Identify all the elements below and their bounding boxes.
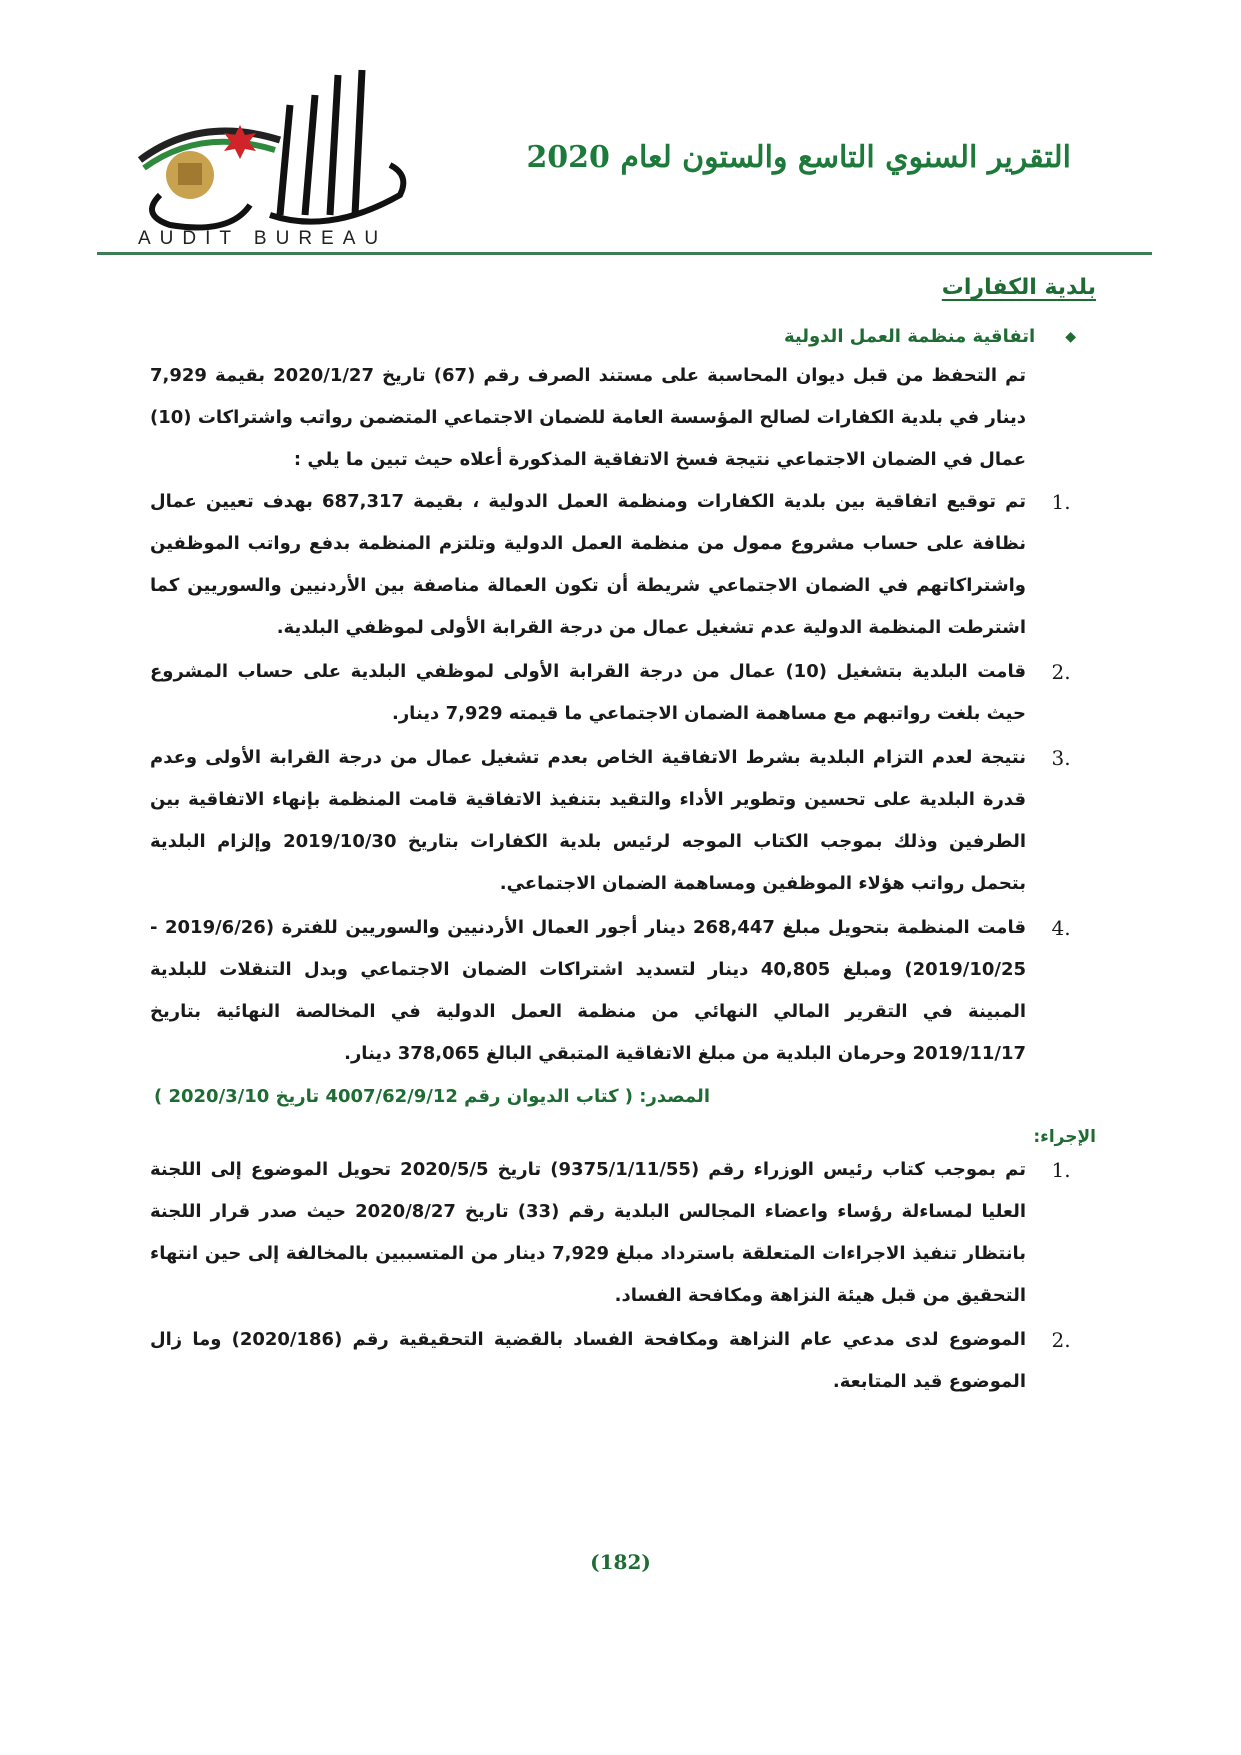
finding-item <box>150 737 1096 905</box>
item-number: .3 <box>1051 746 1071 770</box>
subheading <box>150 326 1096 347</box>
item-number: .1 <box>1051 490 1071 514</box>
findings-list <box>150 481 1096 1075</box>
finding-item <box>150 481 1096 649</box>
item-number: .2 <box>1051 660 1071 684</box>
item-text: نتيجة لعدم التزام البلدية بشرط الاتفاقية الخاص بعدم تشغيل عمال من درجة القرابة الأولى وعدم قدرة البلدية على تحسين وتطوير الأداء والتقيد بتنفيذ الاتفاقية قامت المنظمة بإنهاء الاتفاقية بين الطرفين وذلك بموجب الكتاب الموجه لرئيس بلدية الكفارات بتاريخ 2019/10/30 وإلزام البلدية بتحمل رواتب هؤلاء الموظفين ومساهمة الضمان الاجتماعي. <box>150 747 1027 894</box>
action-item <box>150 1149 1096 1317</box>
finding-item <box>150 907 1096 1075</box>
item-number: .1 <box>1051 1158 1071 1182</box>
item-text: تم بموجب كتاب رئيس الوزراء رقم (9375/1/11/55) تاريخ 2020/5/5 تحويل الموضوع إلى اللجنة العليا لمساءلة رؤساء واعضاء المجالس البلدية رقم (33) تاريخ 2020/8/27 حيث صدر قرار اللجنة بانتظار تنفيذ الاجراءات المتعلقة باسترداد مبلغ 7,929 دينار من المتسببين بالمخالفة إلى حين انتهاء التحقيق من قبل هيئة النزاهة ومكافحة الفساد. <box>150 1159 1027 1306</box>
page-number: (182) <box>590 1550 651 1574</box>
audit-bureau-logo <box>130 65 415 255</box>
section-title: بلدية الكفارات <box>941 275 1096 300</box>
item-text: قامت البلدية بتشغيل (10) عمال من درجة القرابة الأولى لموظفي البلدية على حساب المشروع حيث بلغت رواتبهم مع مساهمة الضمان الاجتماعي ما قيمته 7,929 دينار. <box>150 661 1026 724</box>
intro-paragraph: تم التحفظ من قبل ديوان المحاسبة على مستند الصرف رقم (67) تاريخ 2020/1/27 بقيمة 7,929 دينار في بلدية الكفارات لصالح المؤسسة العامة للضمان الاجتماعي المتضمن رواتب واشتراكات (10) عمال في الضمان الاجتماعي نتيجة فسخ الاتفاقية المذكورة أعلاه حيث تبين ما يلي : <box>150 365 1026 470</box>
item-text: تم توقيع اتفاقية بين بلدية الكفارات ومنظمة العمل الدولية ، بقيمة 687,317 بهدف تعيين عمال نظافة على حساب مشروع ممول من منظمة العمل الدولية وتلتزم المنظمة بدفع رواتب الموظفين واشتراكاتهم في الضمان الاجتماعي شريطة أن تكون العمالة مناصفة بين الأردنيين والسوريين كما اشترطت المنظمة الدولية عدم تشغيل عمال من درجة القرابة الأولى لموظفي البلدية. <box>150 491 1026 638</box>
item-number: .4 <box>1051 916 1071 940</box>
action-item <box>150 1319 1096 1403</box>
logo-english-text: AUDIT BUREAU <box>138 228 388 249</box>
item-text: قامت المنظمة بتحويل مبلغ 268,447 دينار أجور العمال الأردنيين والسوريين للفترة (2019/6/26 - 2019/10/25) ومبلغ 40,805 دينار لتسديد اشتراكات الضمان الاجتماعي وبدل التنقلات للبلدية المبينة في التقرير المالي النهائي من منظمة العمل الدولية في المخالصة النهائية بتاريخ 2019/11/17 وحرمان البلدية من مبلغ الاتفاقية المتبقي البالغ 378,065 دينار. <box>150 917 1026 1064</box>
finding-item <box>150 651 1096 735</box>
actions-list <box>150 1149 1096 1403</box>
item-number: .2 <box>1051 1328 1071 1352</box>
header-divider <box>97 252 1152 255</box>
action-label: الإجراء: <box>1033 1127 1096 1147</box>
report-title: التقرير السنوي التاسع والستون لعام 2020 <box>526 140 1071 175</box>
subheading-text: اتفاقية منظمة العمل الدولية <box>783 326 1036 347</box>
item-text: الموضوع لدى مدعي عام النزاهة ومكافحة الفساد بالقضية التحقيقية رقم (2020/186) وما زال الموضوع قيد المتابعة. <box>150 1329 1026 1392</box>
document-body <box>150 275 1096 1405</box>
source-citation: المصدر: ( كتاب الديوان رقم 4007/62/9/12 تاريخ 2020/3/10 ) <box>153 1086 710 1107</box>
bullet-diamond-icon: ◆ <box>1065 328 1076 345</box>
